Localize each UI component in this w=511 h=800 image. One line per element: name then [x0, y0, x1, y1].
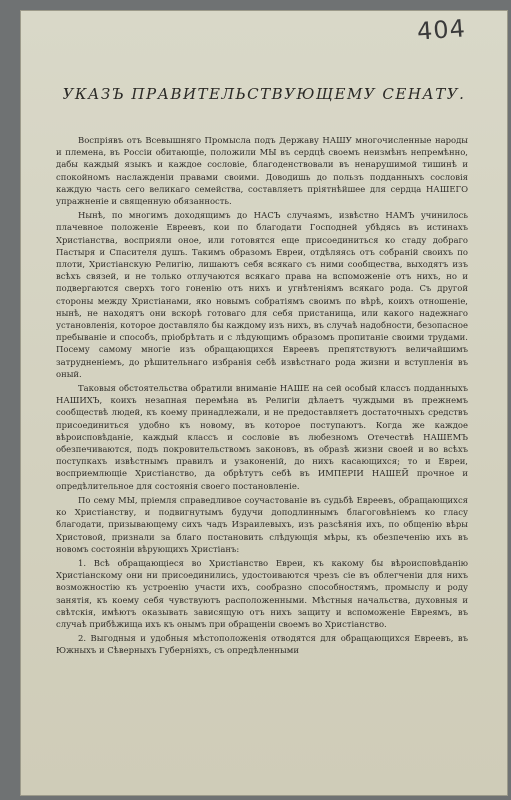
document-body [56, 134, 468, 659]
paragraph: Таковыя обстоятельства обратили вниманіе НАШЕ на сей особый классъ подданныхъ НАШИХЪ, коихъ незапная перемѣна въ Религіи дѣлаетъ чуждыми въ прежнемъ сообществѣ людей, къ коему принадлежали, и не предоставляетъ достаточныхъ средствъ присоединиться удобно къ новому, въ которое поступаютъ. Когда же каждое вѣроисповѣданіе, каждый классъ и сословіе въ любезномъ Отечествѣ НАШЕМЪ обезпечиваются, подъ покровительствомъ законовъ, въ образѣ жизни своей и во всѣхъ поступкахъ извѣстнымъ правилъ и узаконеній, до нихъ касающихся; то и Евреи, восприемлющіе Христіанство, да обрѣтутъ себѣ въ ИМПЕРІИ НАШЕЙ прочное и опредѣлительное для состоянія своего постановленіе. [56, 383, 468, 491]
folio-number: 404 [416, 14, 467, 46]
document-page [20, 10, 508, 796]
paragraph: По сему МЫ, пріемля справедливое соучастованіе въ судьбѣ Евреевъ, обращающихся ко Христіанству, и подвигнутымъ будучи доподлиннымъ благоговѣніемъ ко гласу благодати, призывающему сихъ чадъ Израилевыхъ, изъ разсѣянія ихъ, по общенію вѣры Христовой, признали за благо постановить слѣдующія мѣры, къ обезпеченію ихъ въ новомъ состояніи вѣрующихъ Христіанъ: [56, 494, 468, 554]
numbered-item: 2. Выгодныя и удобныя мѣстоположенія отводятся для обращающихся Евреевъ, въ Южныхъ и Сѣверныхъ Губерніяхъ, съ опредѣленными [56, 633, 468, 656]
document-title: УКАЗЪ ПРАВИТЕЛЬСТВУЮЩЕМУ СЕНАТУ. [62, 85, 466, 103]
paragraph: Воспріявъ отъ Всевышняго Промысла подъ Державу НАШУ многочисленные народы и племена, въ Россіи обитающіе, положили МЫ въ сердцѣ своемъ неизмѣнъ непремѣнно, дабы каждый языкъ и каждое сословіе, благоденствовали въ ненарушимой тишинѣ и спокойномъ наслажденіи правами своими. Доводишь до пользъ подданныхъ сословія каждую часть сего великаго семейства, составляетъ пріятнѣйшее для сердца НАШЕГО упражненіе и священную обязанность. [56, 135, 468, 207]
numbered-item: 1. Всѣ обращающіеся во Христіанство Евреи, къ какому бы вѣроисповѣданію Христіанскому они ни присоединились, удостоиваются чрезъ сіе въ облегченіи для нихъ возможностію къ устроенію участи ихъ, сообразно способностямъ, промыслу и роду занятія, къ коему себя чувствуютъ расположенными. Мѣстныя начальства, духовныя и свѣтскія, имѣютъ оказывать зависящую отъ нихъ защиту и вспоможеніе Евреямъ, въ случаѣ прибѣжища ихъ къ онымъ при обращеніи своемъ во Христіанство. [56, 557, 468, 629]
paragraph: Нынѣ, по многимъ доходящимъ до НАСЪ случаямъ, извѣстно НАМЪ учинилось плачевное положеніе Евреевъ, кои по благодати Господней убѣдясь въ истинахъ Христіанства, восприяли оное, или готовятся еще присоединиться ко стаду добраго Пастыря и Спасителя душъ. Такимъ образомъ Евреи, отдѣляясь отъ собраній своихъ по плоти, Христіанскую Религію, лишаютъ себя всякаго съ ними сообщества, выходятъ изъ всѣхъ связей, и не только отлучаются всякаго права на вспоможеніе отъ нихъ, но и подвергаются сверхъ того гоненію отъ нихъ и угнѣтеніямъ всякаго рода. Съ другой стороны между Христіанами, яко новымъ собратіямъ своимъ по вѣрѣ, коихъ отношеніе, нынѣ, не находятъ они вскорѣ готоваго для себя пристанища, или какого надежнаго установленія, которое доставляло бы каждому изъ нихъ, въ случаѣ надобности, безопасное пребываніе и способъ, пріобрѣтать и с лѣдующимъ образомъ пропитаніе своими трудами. Посему самому многіе изъ обращающихся Евреевъ препятствуютъ величайшимъ затрудненіемъ, до рѣшительнаго избранія себѣ извѣстнаго рода жизни и вступленія въ оный. [56, 210, 468, 379]
